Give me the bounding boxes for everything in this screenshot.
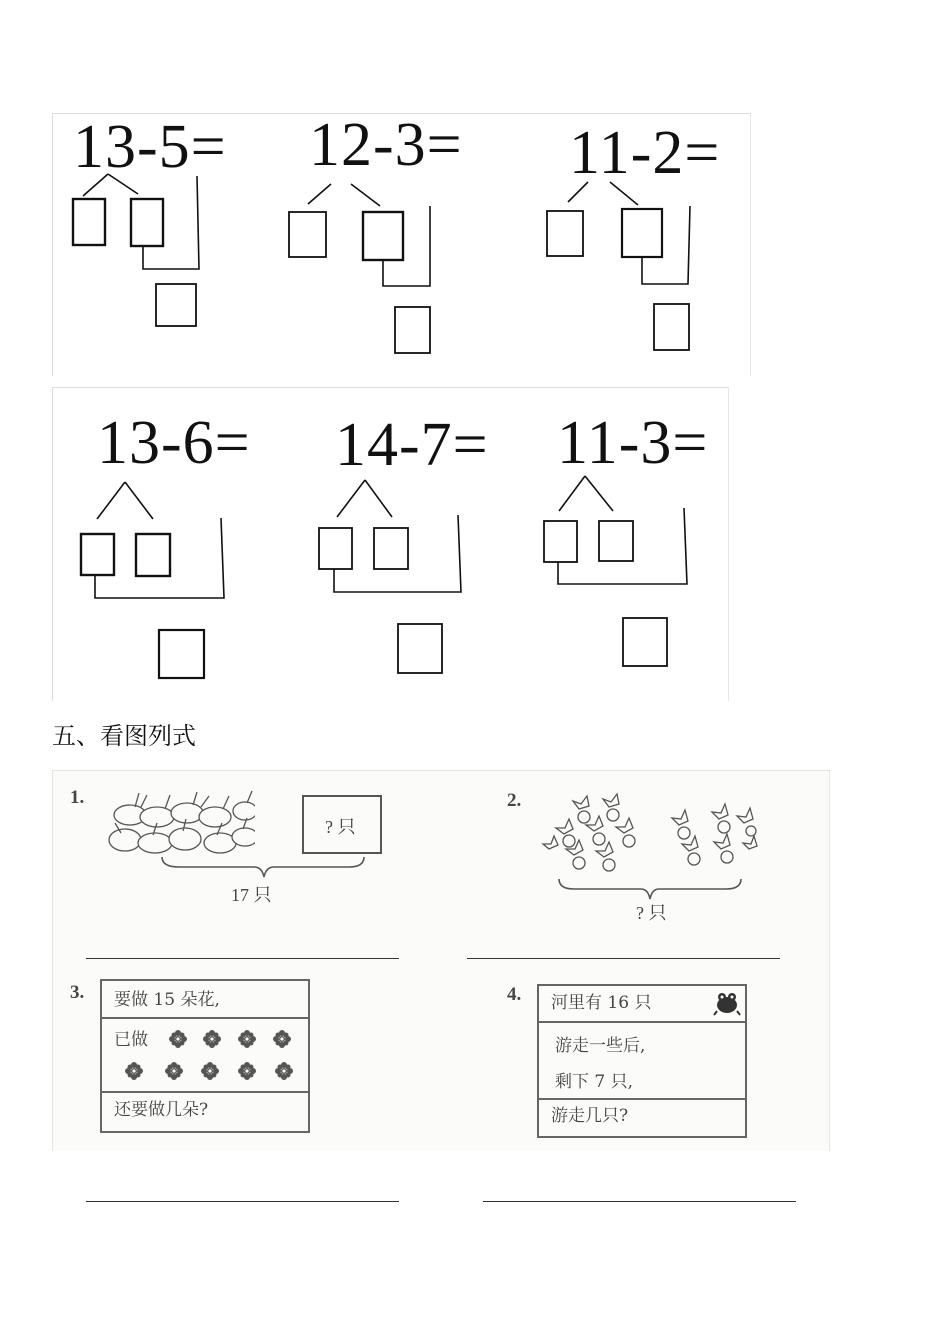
answer-box [156, 284, 196, 326]
problem-4-number: 4. [507, 984, 522, 1005]
brace-17-label: 17 只 [231, 885, 272, 905]
equation-11-3: 11-3= [557, 409, 709, 477]
section-title: 五、看图列式 [52, 722, 196, 750]
birds-illustration [539, 789, 759, 879]
answer-box [289, 212, 326, 257]
answer-box [136, 534, 170, 576]
problem-4-question: 游走几只? [551, 1106, 629, 1126]
answer-box [374, 528, 408, 569]
unknown-count-box [302, 795, 382, 854]
flowers-illustration [102, 1019, 302, 1091]
problem-3-done-label: 已做 [114, 1030, 148, 1050]
answer-line-3 [86, 1201, 399, 1202]
problem-3-row-2 [102, 1019, 308, 1093]
answer-box [398, 624, 442, 673]
problem-3-row-3 [102, 1093, 308, 1129]
answer-line-2 [467, 958, 780, 959]
answer-box [623, 618, 667, 666]
problem-3-table [100, 979, 310, 1133]
equation-14-7: 14-7= [335, 411, 489, 479]
problem-4-row-2 [539, 1023, 745, 1100]
equation-11-2: 11-2= [569, 119, 721, 187]
picture-problems-panel [52, 770, 830, 1151]
answer-box [319, 528, 352, 569]
answer-box [363, 212, 403, 260]
exercise-panel-row2 [52, 387, 729, 701]
frog-icon [713, 991, 741, 1017]
problem-4-row-1 [539, 986, 745, 1023]
problem-4-table [537, 984, 747, 1138]
problem-3-number: 3. [70, 982, 85, 1003]
answer-box [159, 630, 204, 678]
problem-4-swam-away: 游走一些后, [555, 1036, 646, 1056]
answer-box [622, 209, 662, 257]
exercise-panel-row1 [52, 113, 751, 376]
problem-1-number: 1. [70, 787, 85, 808]
problem-3-question: 还要做几朵? [114, 1100, 209, 1120]
problem-2-number: 2. [507, 790, 522, 811]
brace-birds-label: ? 只 [636, 903, 667, 923]
answer-box [654, 304, 689, 350]
answer-box [81, 534, 114, 575]
answer-box [131, 199, 163, 246]
equation-13-6: 13-6= [97, 409, 251, 477]
answer-box [73, 199, 105, 245]
brace-17 [159, 853, 369, 883]
problem-4-row-3 [539, 1100, 745, 1134]
problem-4-start: 河里有 16 只 [551, 993, 652, 1013]
answer-line-1 [86, 958, 399, 959]
equation-13-5: 13-5= [73, 113, 227, 181]
unknown-count-label: ? 只 [325, 817, 356, 837]
answer-line-4 [483, 1201, 796, 1202]
problem-3-goal: 要做 15 朵花, [114, 990, 220, 1010]
decomposition-diagrams-row1 [53, 111, 750, 376]
answer-box [547, 211, 583, 256]
answer-box [395, 307, 430, 353]
problem-4-remaining: 剩下 7 只, [555, 1072, 634, 1092]
answer-box [599, 521, 633, 561]
problem-3-row-1 [102, 981, 308, 1019]
decomposition-diagrams-row2 [53, 388, 728, 701]
answer-box [544, 521, 577, 562]
equation-12-3: 12-3= [309, 111, 463, 179]
